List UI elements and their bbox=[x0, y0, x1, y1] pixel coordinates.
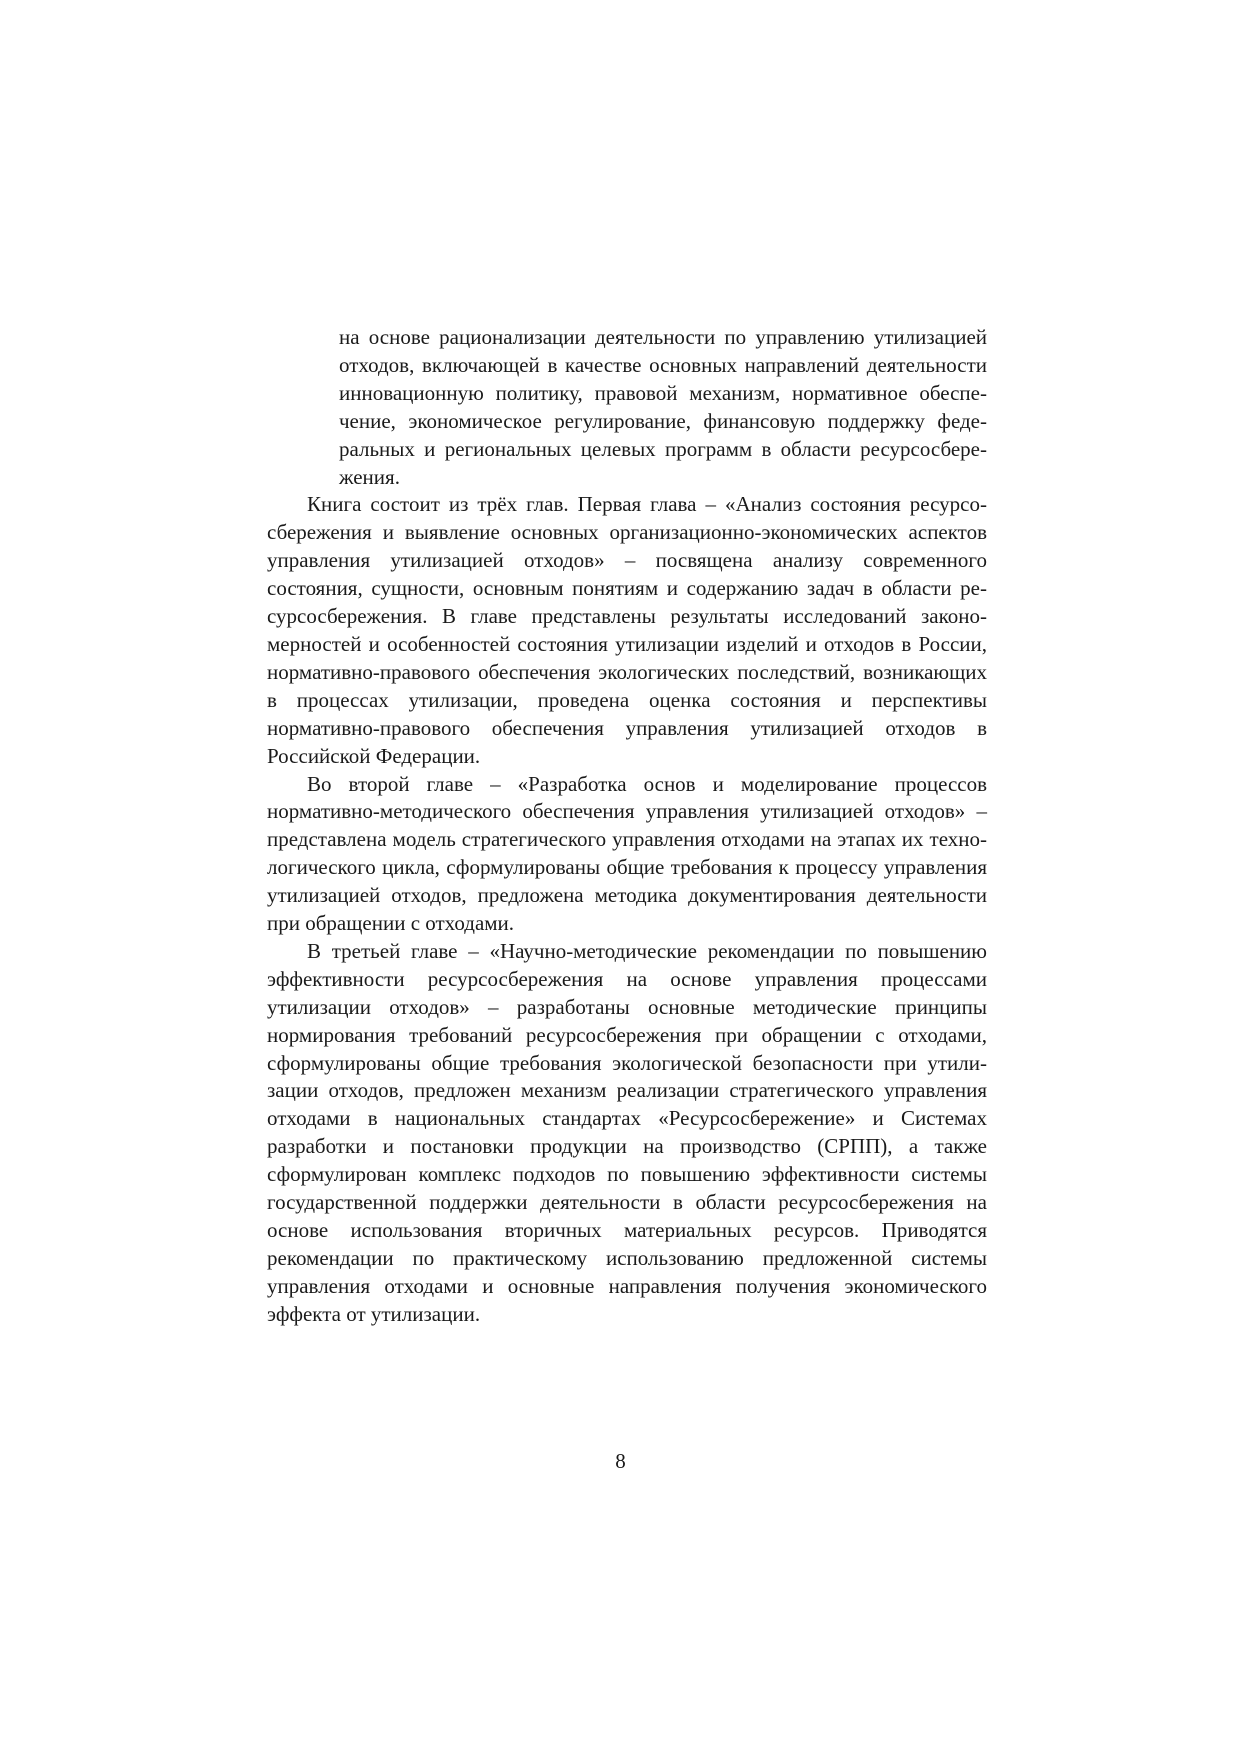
page-number: 8 bbox=[615, 1449, 626, 1473]
list-item-continuation: на основе рационализации деятельности по управлению утилизацией отходов, включающей в качестве основных направлений деятельности инновационную политику, правовой механизм, нормативное обеспечение, экономическое регулирование, финансовую поддержку федеральных и региональных целевых программ в области ресурсосбережения. bbox=[339, 325, 987, 489]
body-text bbox=[267, 324, 987, 1329]
paragraph-chapter-three: В третьей главе – «Научно-методические рекомендации по повышению эффективности ресурсосбережения на основе управления процессами утилизации отходов» – разработаны основные методические принципы нормирования требований ресурсосбережения при обращении с отходами, сформулированы общие требования экологической безопасности при утилизации отходов, предложен механизм реализации стратегического управления отходами в национальных стандартах «Ресурсосбережение» и Системах разработки и постановки продукции на производство (СРПП), а также сформулирован комплекс подходов по повышению эффективности системы государственной поддержки деятельности в области ресурсосбережения на основе использования вторичных материальных ресурсов. Приводятся рекомендации по практическому использованию предложенной системы управления отходами и основные направления получения экономического эффекта от утилизации. bbox=[267, 938, 987, 1326]
paragraph-book-structure: Книга состоит из трёх глав. Первая глава – «Анализ состояния ресурсосбережения и выявление основных организационно-экономических аспектов управления утилизацией отходов» – посвящена анализу современного состояния, сущности, основным понятиям и содержанию задач в области ресурсосбережения. В главе представлены результаты исследований закономерностей и особенностей состояния утилизации изделий и отходов в России, нормативно-правового обеспечения экологических последствий, возникающих в процессах утилизации, проведена оценка состояния и перспективы нормативно-правового обеспечения управления утилизацией отходов в Российской Федерации. bbox=[267, 492, 987, 768]
paragraph-chapter-two: Во второй главе – «Разработка основ и моделирование процессов нормативно-методического обеспечения управления утилизацией отходов» – представлена модель стратегического управления отходами на этапах их технологического цикла, сформулированы общие требования к процессу управления утилизацией отходов, предложена методика документирования деятельности при обращении с отходами. bbox=[267, 771, 987, 936]
